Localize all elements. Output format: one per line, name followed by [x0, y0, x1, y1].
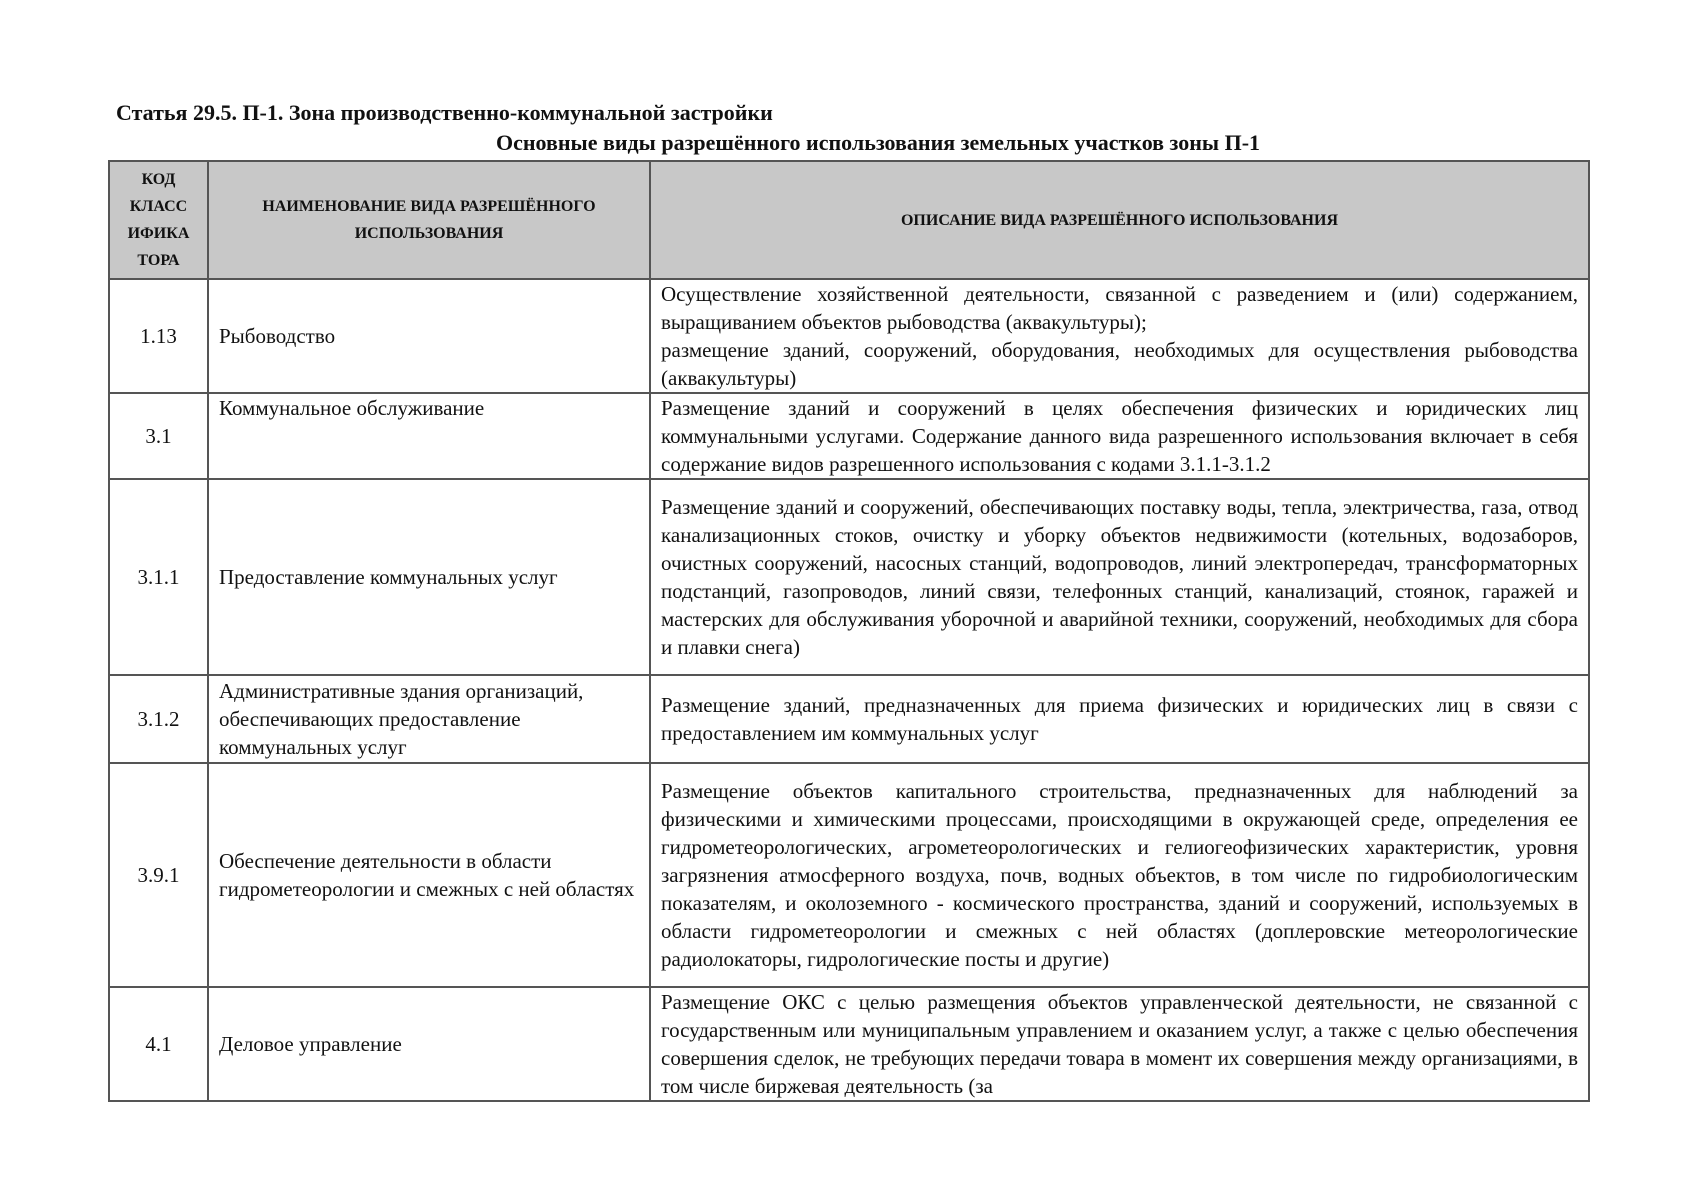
- table-row: [109, 479, 1589, 675]
- table-row: [109, 987, 1589, 1101]
- table-header-row: [109, 161, 1589, 279]
- row-name: Деловое управление: [208, 987, 650, 1101]
- row-code: 3.1.1: [109, 479, 208, 675]
- table-row: [109, 763, 1589, 987]
- row-description-paragraph: Размещение ОКС с целью размещения объектов управленческой деятельности, не связанной с государственным или муниципальным управлением и оказанием услуг, а также с целью обеспечения совершения сделок, не требующих передачи товара в момент их совершения между организациями, в том числе биржевая деятельность (за: [661, 990, 1578, 1098]
- table-row: [109, 675, 1589, 763]
- row-name: Предоставление коммунальных услуг: [208, 479, 650, 675]
- row-description: [650, 479, 1589, 675]
- row-code: 4.1: [109, 987, 208, 1101]
- row-code: 3.1.2: [109, 675, 208, 763]
- header-description: ОПИСАНИЕ ВИДА РАЗРЕШЁННОГО ИСПОЛЬЗОВАНИЯ: [650, 161, 1589, 279]
- table-row: [109, 393, 1589, 479]
- header-name: НАИМЕНОВАНИЕ ВИДА РАЗРЕШЁННОГО ИСПОЛЬЗОВАНИЯ: [208, 161, 650, 279]
- row-name: Коммунальное обслуживание: [208, 393, 650, 479]
- row-description-paragraph: Размещение зданий и сооружений в целях обеспечения физических и юридических лиц коммунальными услугами. Содержание данного вида разрешенного использования включает в себя содержание видов разрешенного использования с кодами 3.1.1-3.1.2: [661, 396, 1578, 476]
- row-name: Обеспечение деятельности в области гидрометеорологии и смежных с ней областях: [208, 763, 650, 987]
- row-description-paragraph: Осуществление хозяйственной деятельности, связанной с разведением и (или) содержанием, выращиванием объектов рыбоводства (аквакультуры);: [661, 282, 1578, 334]
- row-name: Административные здания организаций, обеспечивающих предоставление коммунальных услуг: [208, 675, 650, 763]
- row-description-paragraph: Размещение зданий и сооружений, обеспечивающих поставку воды, тепла, электричества, газа, отвод канализационных стоков, очистку и уборку объектов недвижимости (котельных, водозаборов, очистных сооружений, насосных станций, водопроводов, линий электропередач, трансформаторных подстанций, газопроводов, линий связи, телефонных станций, канализаций, стоянок, гаражей и мастерских для обслуживания уборочной и аварийной техники, сооружений, необходимых для сбора и плавки снега): [661, 495, 1578, 659]
- row-code: 1.13: [109, 279, 208, 393]
- header-code: КОД КЛАСС ИФИКА ТОРА: [109, 161, 208, 279]
- row-code: 3.9.1: [109, 763, 208, 987]
- row-description-paragraph: размещение зданий, сооружений, оборудования, необходимых для осуществления рыбоводства (аквакультуры): [661, 338, 1578, 390]
- row-description: [650, 675, 1589, 763]
- document-page: [108, 100, 1588, 1102]
- row-code: 3.1: [109, 393, 208, 479]
- land-use-table: [108, 160, 1590, 1102]
- article-title: Статья 29.5. П-1. Зона производственно-коммунальной застройки: [116, 100, 773, 125]
- row-description: [650, 987, 1589, 1101]
- table-title: Основные виды разрешённого использования земельных участков зоны П-1: [495, 130, 1261, 155]
- row-name: Рыбоводство: [208, 279, 650, 393]
- row-description-paragraph: Размещение объектов капитального строительства, предназначенных для наблюдений за физическими и химическими процессами, происходящими в окружающей среде, определения ее гидрометеорологических, агрометеорологических и гелиогеофизических характеристик, уровня загрязнения атмосферного воздуха, почв, водных объектов, в том числе по гидробиологическим показателям, и околоземного - космического пространства, зданий и сооружений, используемых в области гидрометеорологии и смежных с ней областях (доплеровские метеорологические радиолокаторы, гидрологические посты и другие): [661, 779, 1578, 971]
- row-description: [650, 393, 1589, 479]
- row-description: [650, 763, 1589, 987]
- row-description-paragraph: Размещение зданий, предназначенных для приема физических и юридических лиц в связи с предоставлением им коммунальных услуг: [661, 693, 1578, 745]
- row-description: [650, 279, 1589, 393]
- table-row: [109, 279, 1589, 393]
